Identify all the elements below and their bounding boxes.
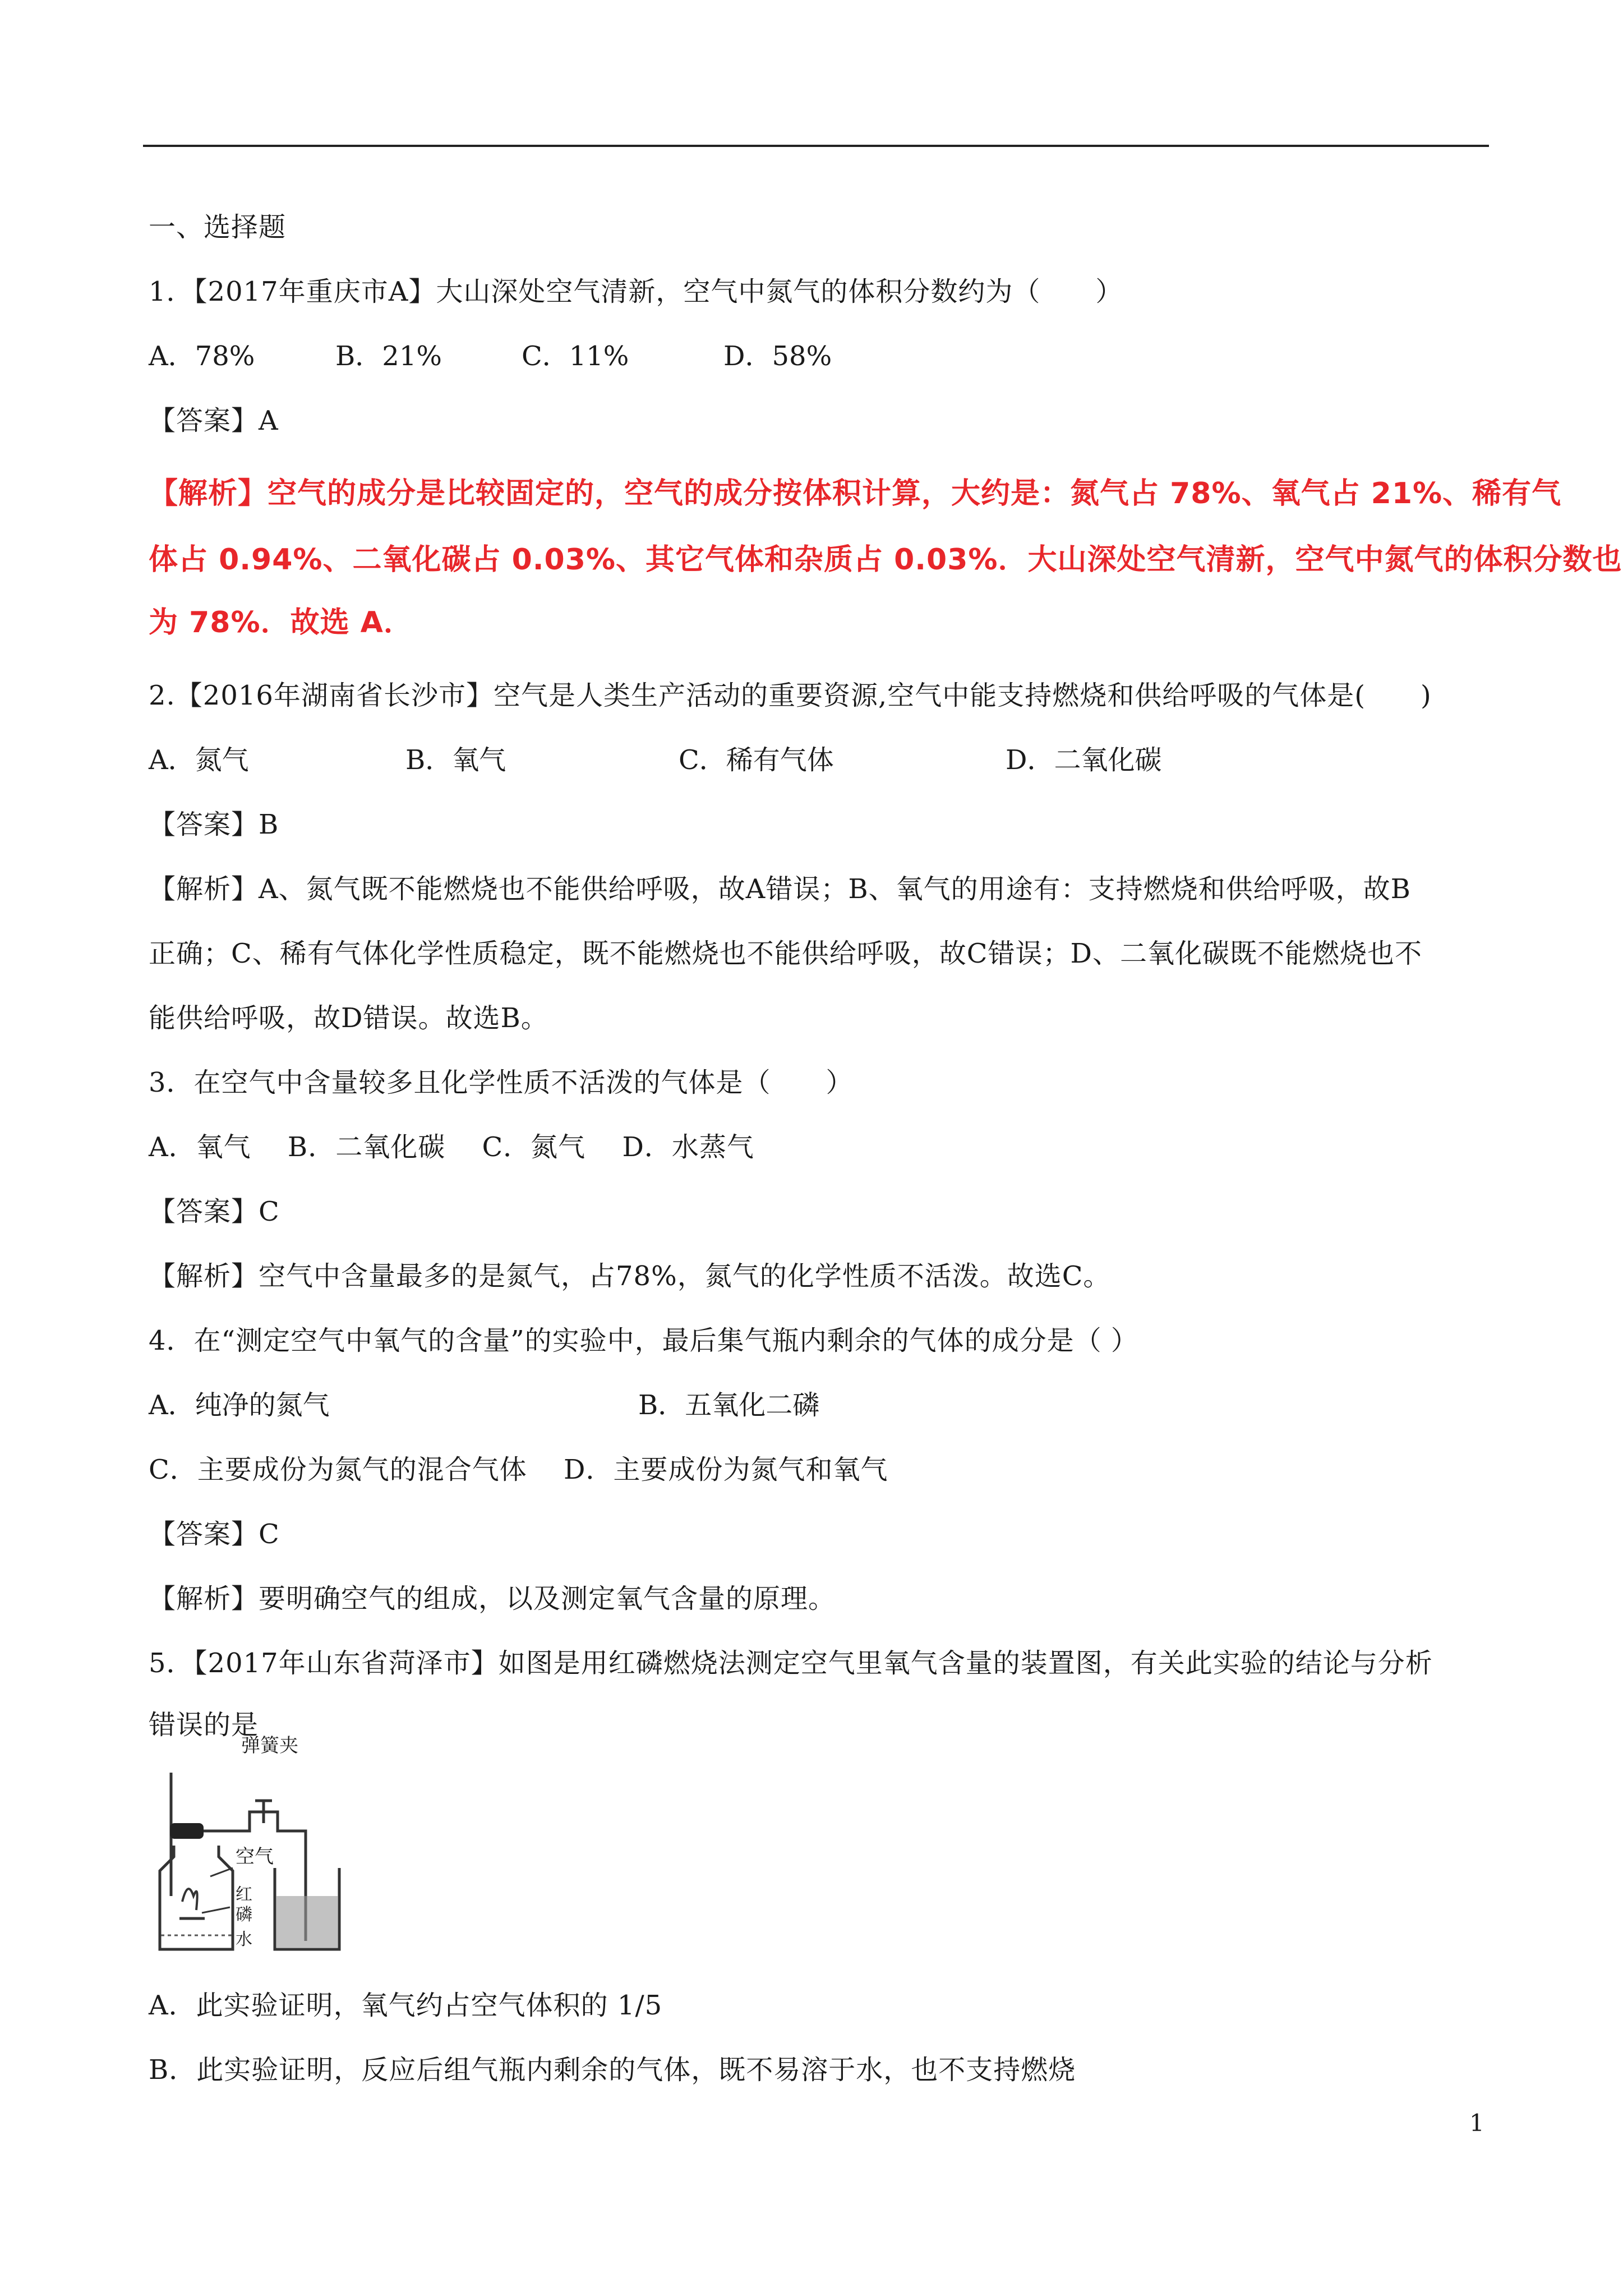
question-2-option-c: C．稀有气体 <box>679 744 834 776</box>
header-rule <box>143 145 1489 147</box>
question-2-analysis-line-2: 正确；C、稀有气体化学性质稳定，既不能燃烧也不能供给呼吸，故C错误；D、二氧化碳既不能燃烧也不 <box>149 938 1422 969</box>
question-5-stem-line-1: 5．【2017年山东省菏泽市】如图是用红磷燃烧法测定空气里氧气含量的装置图，有关此实验的结论与分析 <box>149 1648 1433 1679</box>
question-1-option-a: A．78% <box>149 341 255 372</box>
question-1-analysis-line-1: 【解析】空气的成分是比较固定的，空气的成分按体积计算，大约是：氮气占 78%、氧气占 21%、稀有气 <box>149 477 1562 510</box>
figure-label-water: 水 <box>236 1930 252 1949</box>
question-3-stem: 3．在空气中含量较多且化学性质不活泼的气体是（ ） <box>149 1067 854 1098</box>
question-4-option-a: A．纯净的氮气 <box>149 1389 330 1421</box>
question-1-option-c: C．11% <box>522 341 629 372</box>
question-4-answer: 【答案】C <box>149 1519 280 1550</box>
question-4-analysis: 【解析】要明确空气的组成，以及测定氧气含量的原理。 <box>149 1583 836 1614</box>
question-4-option-b: B．五氧化二磷 <box>638 1389 820 1421</box>
question-4-stem: 4．在“测定空气中氧气的含量”的实验中，最后集气瓶内剩余的气体的成分是（ ） <box>149 1325 1138 1356</box>
question-2-analysis-line-3: 能供给呼吸，故D错误。故选B。 <box>149 1002 548 1034</box>
question-3-options: A．氧气 B．二氧化碳 C．氮气 D．水蒸气 <box>149 1131 754 1163</box>
question-1-option-d: D．58% <box>723 341 832 372</box>
question-5-option-b: B．此实验证明，反应后组气瓶内剩余的气体，既不易溶于水，也不支持燃烧 <box>149 2054 1076 2086</box>
page-number: 1 <box>1469 2109 1484 2137</box>
question-2-analysis-line-1: 【解析】A、氮气既不能燃烧也不能供给呼吸，故A错误；B、氧气的用途有：支持燃烧和供给呼吸，故B <box>149 873 1411 905</box>
question-2-option-b: B．氧气 <box>405 744 506 776</box>
question-2-answer: 【答案】B <box>149 809 279 840</box>
question-2-option-a: A．氮气 <box>149 744 249 776</box>
question-2-stem: 2.【2016年湖南省长沙市】空气是人类生产活动的重要资源,空气中能支持燃烧和供给呼吸的气体是( ) <box>149 680 1432 711</box>
question-1-option-b: B．21% <box>335 341 442 372</box>
question-4-options-cd: C．主要成份为氮气的混合气体 D．主要成份为氮气和氧气 <box>149 1454 888 1485</box>
figure-label-clamp: 弹簧夹 <box>241 1734 298 1757</box>
question-5-stem-line-2: 错误的是 <box>149 1709 259 1741</box>
question-1-analysis-line-2: 体占 0.94%、二氧化碳占 0.03%、其它气体和杂质占 0.03%．大山深处空气清新，空气中氮气的体积分数也 <box>149 543 1622 577</box>
question-3-answer: 【答案】C <box>149 1196 280 1227</box>
question-1-answer: 【答案】A <box>149 405 279 436</box>
question-1-stem: 1．【2017年重庆市A】大山深处空气清新，空气中氮气的体积分数约为（ ） <box>149 276 1123 307</box>
question-1-analysis-line-3: 为 78%．故选 A． <box>149 606 413 639</box>
figure-label-red-phosphorus: 红磷 <box>236 1885 252 1925</box>
figure-label-air: 空气 <box>236 1846 274 1868</box>
section-title: 一、选择题 <box>149 211 287 243</box>
question-5-option-a: A．此实验证明，氧气约占空气体积的 1/5 <box>149 1990 663 2021</box>
question-3-analysis: 【解析】空气中含量最多的是氮气，占78%，氮气的化学性质不活泼。故选C。 <box>149 1260 1111 1292</box>
question-2-option-d: D．二氧化碳 <box>1006 744 1162 776</box>
